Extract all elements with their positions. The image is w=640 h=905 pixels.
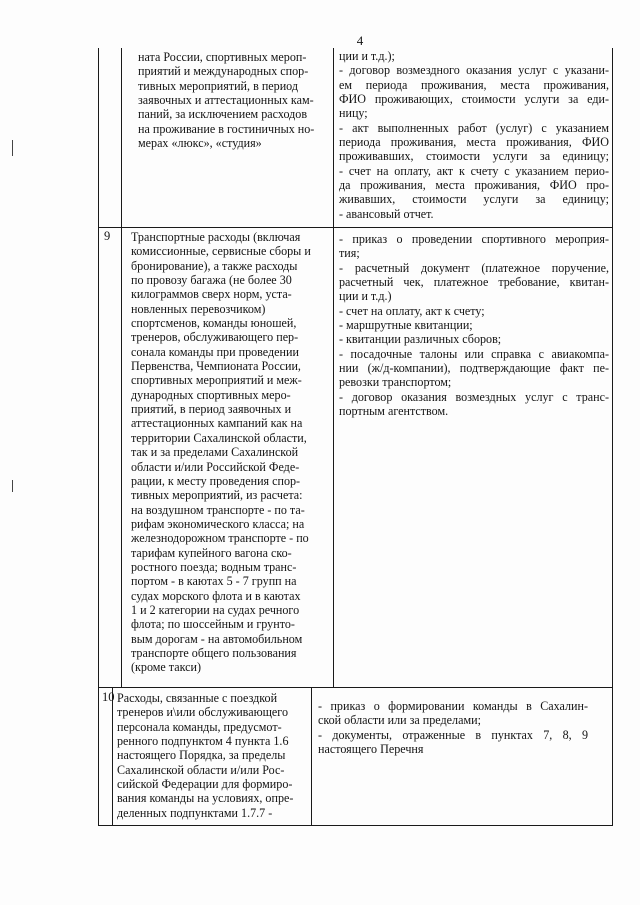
row-2-documents — [339, 232, 609, 418]
text-line: килограммов сверх норм, уста- — [131, 287, 292, 302]
text-line: железнодорожном транспорте - по — [131, 531, 309, 546]
text-line: нии (ж/д-компании), подтверждающие факт пе- — [339, 361, 609, 376]
text-line: приятий, в период заявочных и — [131, 402, 292, 417]
table-col-divider-2 — [333, 48, 334, 688]
table-border-left — [98, 48, 99, 826]
text-line: Расходы, связанные с поездкой — [117, 691, 278, 705]
text-line: по провозу багажа (не более 30 — [131, 273, 292, 288]
table-col-divider-2b — [311, 688, 312, 826]
margin-mark — [12, 140, 13, 156]
text-line: транспорте общего пользования — [131, 645, 297, 660]
text-line: ции и т.д.) — [339, 289, 392, 304]
margin-mark — [12, 480, 13, 492]
text-line: Первенства, Чемпионата России, — [131, 359, 301, 374]
table-col-divider-1b — [112, 688, 113, 826]
text-line: на проживание в гостиничных но- — [138, 121, 315, 136]
text-line: - акт выполненных работ (услуг) с указанием — [339, 120, 609, 135]
text-line: 1 и 2 категории на судах речного — [131, 602, 300, 617]
text-line: портом - в каютах 5 - 7 групп на — [131, 574, 297, 589]
table-border-right — [612, 48, 613, 826]
text-line: территории Сахалинской области, — [131, 430, 307, 445]
text-line: тарифам купейного вагона ско- — [131, 545, 292, 560]
text-line: портным агентством. — [339, 404, 449, 419]
text-line: ростного поезда; водным транс- — [131, 559, 297, 574]
text-line: - счет на оплату, акт к счету с указанием перио- — [339, 163, 609, 178]
text-line: на воздушном транспорте - по та- — [131, 502, 305, 517]
table-col-divider-1 — [121, 48, 122, 688]
text-line: сонала команды при проведении — [131, 344, 299, 359]
text-line: - договор оказания возмездных услуг с транс- — [339, 389, 609, 404]
text-line: паний, за исключением расходов — [138, 107, 308, 122]
text-line: проживавших, стоимости услуги за единицу; — [339, 149, 609, 164]
text-line: судах морского флота и в каютах — [131, 588, 301, 603]
text-line: - приказ о формировании команды в Сахалин- — [318, 699, 588, 713]
row-3-description — [117, 691, 309, 820]
row-divider-2 — [98, 687, 613, 688]
text-line: ревозки транспортом; — [339, 375, 452, 390]
row-1-documents — [339, 49, 609, 221]
text-line: тренеров и\или обслуживающего — [117, 705, 289, 720]
text-line: персонала команды, предусмот- — [117, 719, 282, 734]
text-line: аттестационных кампаний как на — [131, 416, 303, 431]
text-line: заявочных и аттестационных кам- — [138, 93, 314, 108]
text-line: - расчетный документ (платежное поручение, — [339, 260, 609, 275]
row-2-number: 9 — [104, 229, 111, 243]
text-line: - договор возмездного оказания услуг с указани- — [339, 63, 609, 78]
text-line: настоящего Порядка, за пределы — [117, 748, 286, 763]
text-line: области и/или Российской Феде- — [131, 459, 300, 474]
row-2-description — [131, 230, 331, 675]
text-line: - маршрутные квитанции; — [339, 318, 473, 333]
text-line: спортивных мероприятий и меж- — [131, 373, 302, 388]
text-line: флота; по шоссейным и грунто- — [131, 617, 295, 632]
text-line: да проживания, места проживания, ФИО про- — [339, 178, 609, 193]
text-line: сийской Федерации для формиро- — [117, 777, 293, 792]
text-line: тия; — [339, 246, 360, 261]
table-border-bottom — [98, 825, 613, 826]
text-line: спортсменов, команды юношей, — [131, 316, 297, 331]
text-line: ФИО проживающих, стоимости услуги за еди- — [339, 92, 609, 107]
text-line: - квитанции различных сборов; — [339, 332, 502, 347]
text-line: Транспортные расходы (включая — [131, 230, 301, 244]
text-line: ницу; — [339, 106, 368, 121]
text-line: ренного подпунктом 4 пункта 1.6 — [117, 734, 289, 749]
row-divider-1 — [98, 227, 613, 228]
text-line: деленных подпунктами 1.7.7 - — [117, 805, 273, 820]
text-line: новленных перевозчиком) — [131, 301, 266, 316]
text-line: так и за пределами Сахалинской — [131, 445, 299, 460]
text-line: ем периода проживания, места проживания, — [339, 77, 609, 92]
row-3-number: 10 — [102, 690, 115, 704]
text-line: ната России, спортивных мероп- — [138, 50, 307, 64]
text-line: (кроме такси) — [131, 660, 202, 675]
text-line: расчетный чек, платежное требование, квитан- — [339, 275, 609, 290]
text-line: настоящего Перечня — [318, 742, 424, 757]
text-line: живавших, стоимости услуги за единицу; — [339, 192, 609, 207]
text-line: мерах «люкс», «студия» — [138, 136, 262, 151]
text-line: тивных мероприятий, в период — [138, 78, 299, 93]
text-line: - посадочные талоны или справка с авиакомпа- — [339, 346, 609, 361]
text-line: - документы, отраженные в пунктах 7, 8, 9 — [318, 727, 588, 742]
text-line: комиссионные, сервисные сборы и — [131, 244, 311, 259]
text-line: Сахалинской области и/или Рос- — [117, 762, 285, 777]
text-line: тивных мероприятий, из расчета: — [131, 488, 303, 503]
row-3-documents — [318, 699, 588, 756]
text-line: - приказ о проведении спортивного мероприя- — [339, 232, 609, 246]
text-line: периода проживания, места проживания, ФИО — [339, 135, 609, 150]
text-line: рифам экономического класса; на — [131, 516, 305, 531]
text-line: ской области или за пределами; — [318, 713, 481, 728]
page-number: 4 — [356, 33, 364, 48]
text-line: тренеров, обслуживающего пер- — [131, 330, 299, 345]
text-line: приятий и международных спор- — [138, 64, 309, 79]
text-line: вания команды на условиях, опре- — [117, 791, 294, 806]
text-line: вым дорогам - на автомобильном — [131, 631, 303, 646]
text-line: рации, к месту проведения спор- — [131, 473, 301, 488]
row-1-description — [138, 50, 328, 150]
text-line: - счет на оплату, акт к счету; — [339, 303, 485, 318]
text-line: бронирование), а также расходы — [131, 258, 298, 273]
text-line: ции и т.д.); — [339, 49, 395, 63]
text-line: дународных спортивных меро- — [131, 387, 291, 402]
text-line: - авансовый отчет. — [339, 206, 434, 221]
